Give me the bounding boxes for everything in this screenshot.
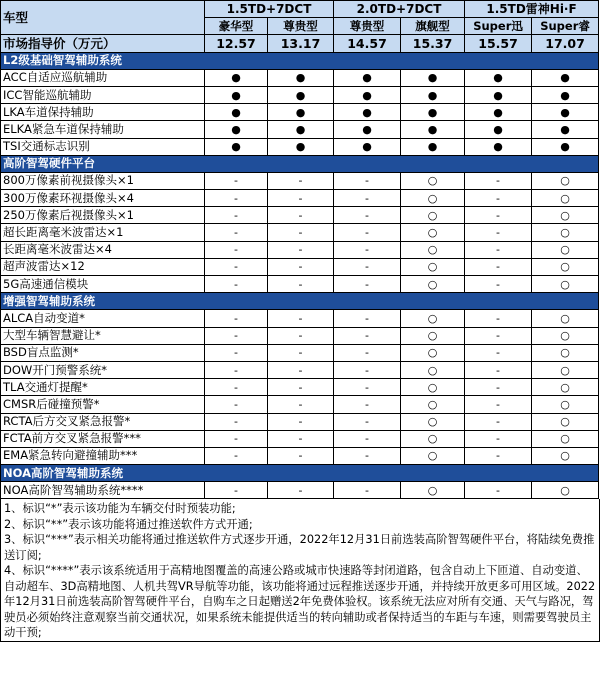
availability-cell: ● xyxy=(401,104,465,121)
availability-cell: - xyxy=(334,310,401,327)
availability-cell: ● xyxy=(268,69,334,86)
availability-cell: ○ xyxy=(401,430,465,447)
table-row xyxy=(1,190,599,207)
feature-label: 5G高速通信模块 xyxy=(1,276,205,293)
availability-cell: - xyxy=(268,310,334,327)
powertrain-row xyxy=(1,1,599,18)
availability-cell: - xyxy=(205,310,268,327)
table-row xyxy=(1,276,599,293)
trim-1: 豪华型 xyxy=(205,18,268,35)
price-4: 15.37 xyxy=(401,35,465,52)
availability-cell: ● xyxy=(334,138,401,155)
feature-label: ACC自适应巡航辅助 xyxy=(1,69,205,86)
availability-cell: - xyxy=(465,172,532,189)
availability-cell: ● xyxy=(465,104,532,121)
availability-cell: - xyxy=(205,396,268,413)
availability-cell: ● xyxy=(205,121,268,138)
availability-cell: - xyxy=(465,413,532,430)
availability-cell: - xyxy=(268,361,334,378)
availability-cell: - xyxy=(268,190,334,207)
section-title: 增强智驾辅助系统 xyxy=(1,293,599,310)
trim-2: 尊贵型 xyxy=(268,18,334,35)
table-row xyxy=(1,413,599,430)
availability-cell: - xyxy=(205,258,268,275)
availability-cell: - xyxy=(268,344,334,361)
feature-label: NOA高阶智驾辅助系统**** xyxy=(1,482,205,499)
availability-cell: - xyxy=(205,344,268,361)
availability-cell: ○ xyxy=(532,430,599,447)
availability-cell: ● xyxy=(268,121,334,138)
price-5: 15.57 xyxy=(465,35,532,52)
availability-cell: ● xyxy=(334,104,401,121)
feature-label: 超声波雷达×12 xyxy=(1,258,205,275)
availability-cell: ● xyxy=(532,121,599,138)
feature-label: TLA交通灯提醒* xyxy=(1,379,205,396)
table-row xyxy=(1,224,599,241)
feature-label: BSD盲点监测* xyxy=(1,344,205,361)
availability-cell: ○ xyxy=(401,241,465,258)
availability-cell: - xyxy=(334,172,401,189)
availability-cell: - xyxy=(268,224,334,241)
table-row xyxy=(1,430,599,447)
table-row xyxy=(1,361,599,378)
availability-cell: - xyxy=(268,379,334,396)
availability-cell: ● xyxy=(205,138,268,155)
table-row xyxy=(1,379,599,396)
feature-label: 300万像素环视摄像头×4 xyxy=(1,190,205,207)
availability-cell: - xyxy=(205,361,268,378)
table-row xyxy=(1,396,599,413)
feature-label: 长距离毫米波雷达×4 xyxy=(1,241,205,258)
availability-cell: - xyxy=(268,207,334,224)
availability-cell: ● xyxy=(532,69,599,86)
availability-cell: - xyxy=(268,241,334,258)
availability-cell: - xyxy=(205,241,268,258)
availability-cell: ○ xyxy=(401,482,465,499)
availability-cell: ○ xyxy=(401,396,465,413)
footnotes xyxy=(0,499,600,642)
availability-cell: - xyxy=(465,310,532,327)
availability-cell: - xyxy=(334,258,401,275)
section-title: L2级基础智驾辅助系统 xyxy=(1,52,599,69)
availability-cell: - xyxy=(334,413,401,430)
availability-cell: ○ xyxy=(401,224,465,241)
feature-label: EMA紧急转向避撞辅助*** xyxy=(1,447,205,464)
availability-cell: ○ xyxy=(532,344,599,361)
powertrain-2: 2.0TD+7DCT xyxy=(334,1,465,18)
table-row xyxy=(1,86,599,103)
table-row xyxy=(1,241,599,258)
availability-cell: - xyxy=(334,361,401,378)
powertrain-1: 1.5TD+7DCT xyxy=(205,1,334,18)
availability-cell: - xyxy=(465,361,532,378)
availability-cell: ● xyxy=(532,138,599,155)
availability-cell: - xyxy=(334,190,401,207)
availability-cell: ○ xyxy=(532,413,599,430)
availability-cell: - xyxy=(334,344,401,361)
availability-cell: - xyxy=(465,258,532,275)
availability-cell: - xyxy=(268,396,334,413)
availability-cell: ● xyxy=(268,138,334,155)
availability-cell: - xyxy=(205,224,268,241)
availability-cell: ● xyxy=(401,121,465,138)
availability-cell: ● xyxy=(268,86,334,103)
availability-cell: - xyxy=(465,482,532,499)
footnote: 2、标识“**”表示该功能将通过推送软件方式开通; xyxy=(4,517,253,531)
price-label: 市场指导价（万元） xyxy=(1,35,205,52)
table-row xyxy=(1,69,599,86)
feature-label: 250万像素后视摄像头×1 xyxy=(1,207,205,224)
availability-cell: ● xyxy=(205,104,268,121)
price-3: 14.57 xyxy=(334,35,401,52)
availability-cell: - xyxy=(334,276,401,293)
availability-cell: - xyxy=(205,447,268,464)
availability-cell: - xyxy=(205,482,268,499)
availability-cell: - xyxy=(334,482,401,499)
availability-cell: ○ xyxy=(401,207,465,224)
feature-label: 大型车辆智慧避让* xyxy=(1,327,205,344)
availability-cell: - xyxy=(465,344,532,361)
availability-cell: ● xyxy=(465,138,532,155)
feature-label: ALCA自动变道* xyxy=(1,310,205,327)
section-header-row xyxy=(1,293,599,310)
table-row xyxy=(1,327,599,344)
availability-cell: ● xyxy=(334,86,401,103)
availability-cell: - xyxy=(465,224,532,241)
trim-6: Super睿 xyxy=(532,18,599,35)
availability-cell: ○ xyxy=(532,190,599,207)
availability-cell: ● xyxy=(465,69,532,86)
availability-cell: - xyxy=(465,447,532,464)
availability-cell: ○ xyxy=(532,276,599,293)
table-row xyxy=(1,138,599,155)
table-row xyxy=(1,104,599,121)
availability-cell: ○ xyxy=(401,310,465,327)
availability-cell: - xyxy=(268,327,334,344)
table-row xyxy=(1,482,599,499)
footnote: 1、标识“*”表示该功能为车辆交付时预装功能; xyxy=(4,502,236,516)
feature-sections xyxy=(1,52,599,499)
availability-cell: - xyxy=(205,327,268,344)
availability-cell: ○ xyxy=(532,482,599,499)
section-header-row xyxy=(1,155,599,172)
availability-cell: - xyxy=(465,276,532,293)
section-title: 高阶智驾硬件平台 xyxy=(1,155,599,172)
availability-cell: - xyxy=(268,430,334,447)
availability-cell: - xyxy=(334,241,401,258)
table-row xyxy=(1,310,599,327)
availability-cell: - xyxy=(465,241,532,258)
availability-cell: - xyxy=(334,207,401,224)
table-row xyxy=(1,207,599,224)
availability-cell: ● xyxy=(268,104,334,121)
availability-cell: - xyxy=(205,379,268,396)
availability-cell: - xyxy=(205,413,268,430)
feature-label: DOW开门预警系统* xyxy=(1,361,205,378)
availability-cell: - xyxy=(334,447,401,464)
feature-label: 超长距离毫米波雷达×1 xyxy=(1,224,205,241)
availability-cell: - xyxy=(268,172,334,189)
price-row xyxy=(1,35,599,52)
availability-cell: - xyxy=(268,276,334,293)
availability-cell: ○ xyxy=(401,447,465,464)
feature-label: CMSR后碰撞预警* xyxy=(1,396,205,413)
availability-cell: - xyxy=(334,327,401,344)
availability-cell: ○ xyxy=(532,379,599,396)
availability-cell: - xyxy=(465,430,532,447)
availability-cell: - xyxy=(205,276,268,293)
availability-cell: ● xyxy=(401,86,465,103)
section-header-row xyxy=(1,465,599,482)
price-1: 12.57 xyxy=(205,35,268,52)
availability-cell: - xyxy=(205,172,268,189)
table-row xyxy=(1,121,599,138)
trim-4: 旗舰型 xyxy=(401,18,465,35)
availability-cell: ● xyxy=(532,104,599,121)
availability-cell: ● xyxy=(401,69,465,86)
availability-cell: ● xyxy=(401,138,465,155)
availability-cell: - xyxy=(268,258,334,275)
footnote: 4、标识“****”表示该系统适用于高精地图覆盖的高速公路或城市快速路等封闭道路，包含自动上下匝道、自动变道、自动超车、3D高精地图、人机共驾VR导航等功能，该功能将通过远程推送逐步开通，并持续开放更多可用区域。2022年12月31日前选装高阶智驾硬件平台，自购车之日起赠送2年免费体验权。该系统无法应对所有交通、天气与路况，驾驶员必须始终注意观察当前交通状况，如果系统未能提供适当的转向辅助或者保持适当的车距与车速，则需要驾驶员主动干预; xyxy=(4,564,596,640)
table-row xyxy=(1,258,599,275)
availability-cell: - xyxy=(334,224,401,241)
availability-cell: ○ xyxy=(401,379,465,396)
section-header-row xyxy=(1,52,599,69)
availability-cell: - xyxy=(334,430,401,447)
availability-cell: ● xyxy=(334,121,401,138)
availability-cell: - xyxy=(268,413,334,430)
availability-cell: ○ xyxy=(532,172,599,189)
availability-cell: ○ xyxy=(532,396,599,413)
feature-label: RCTA后方交叉紧急报警* xyxy=(1,413,205,430)
availability-cell: - xyxy=(465,379,532,396)
availability-cell: ● xyxy=(205,69,268,86)
feature-label: ELKA紧急车道保持辅助 xyxy=(1,121,205,138)
availability-cell: - xyxy=(465,190,532,207)
availability-cell: - xyxy=(205,430,268,447)
availability-cell: ● xyxy=(532,86,599,103)
availability-cell: ● xyxy=(465,121,532,138)
availability-cell: ○ xyxy=(532,310,599,327)
price-6: 17.07 xyxy=(532,35,599,52)
availability-cell: - xyxy=(205,190,268,207)
feature-label: LKA车道保持辅助 xyxy=(1,104,205,121)
availability-cell: - xyxy=(465,327,532,344)
availability-cell: ○ xyxy=(401,413,465,430)
availability-cell: ○ xyxy=(532,241,599,258)
availability-cell: ○ xyxy=(532,224,599,241)
availability-cell: ● xyxy=(205,86,268,103)
availability-cell: ○ xyxy=(532,258,599,275)
availability-cell: - xyxy=(268,482,334,499)
table-row xyxy=(1,172,599,189)
availability-cell: ○ xyxy=(401,190,465,207)
table-row xyxy=(1,447,599,464)
feature-label: ICC智能巡航辅助 xyxy=(1,86,205,103)
availability-cell: ● xyxy=(465,86,532,103)
price-2: 13.17 xyxy=(268,35,334,52)
model-header: 车型 xyxy=(1,1,205,35)
table-row xyxy=(1,344,599,361)
powertrain-3: 1.5TD雷神Hi·F xyxy=(465,1,599,18)
availability-cell: - xyxy=(205,207,268,224)
footnote: 3、标识“***”表示相关功能将通过推送软件方式逐步开通，2022年12月31日前选装高阶智驾硬件平台，将陆续免费推送订阅; xyxy=(4,533,595,562)
availability-cell: ○ xyxy=(532,207,599,224)
availability-cell: ○ xyxy=(532,327,599,344)
availability-cell: - xyxy=(334,396,401,413)
availability-cell: ○ xyxy=(401,327,465,344)
availability-cell: ○ xyxy=(401,276,465,293)
trim-3: 尊贵型 xyxy=(334,18,401,35)
availability-cell: ○ xyxy=(532,361,599,378)
trim-5: Super迅 xyxy=(465,18,532,35)
availability-cell: ○ xyxy=(401,344,465,361)
availability-cell: ○ xyxy=(401,172,465,189)
availability-cell: ○ xyxy=(532,447,599,464)
feature-label: TSI交通标志识别 xyxy=(1,138,205,155)
availability-cell: ● xyxy=(334,69,401,86)
feature-label: 800万像素前视摄像头×1 xyxy=(1,172,205,189)
availability-cell: ○ xyxy=(401,258,465,275)
availability-cell: - xyxy=(465,396,532,413)
feature-label: FCTA前方交叉紧急报警*** xyxy=(1,430,205,447)
section-title: NOA高阶智驾辅助系统 xyxy=(1,465,599,482)
availability-cell: - xyxy=(334,379,401,396)
availability-cell: - xyxy=(268,447,334,464)
availability-cell: ○ xyxy=(401,361,465,378)
availability-cell: - xyxy=(465,207,532,224)
